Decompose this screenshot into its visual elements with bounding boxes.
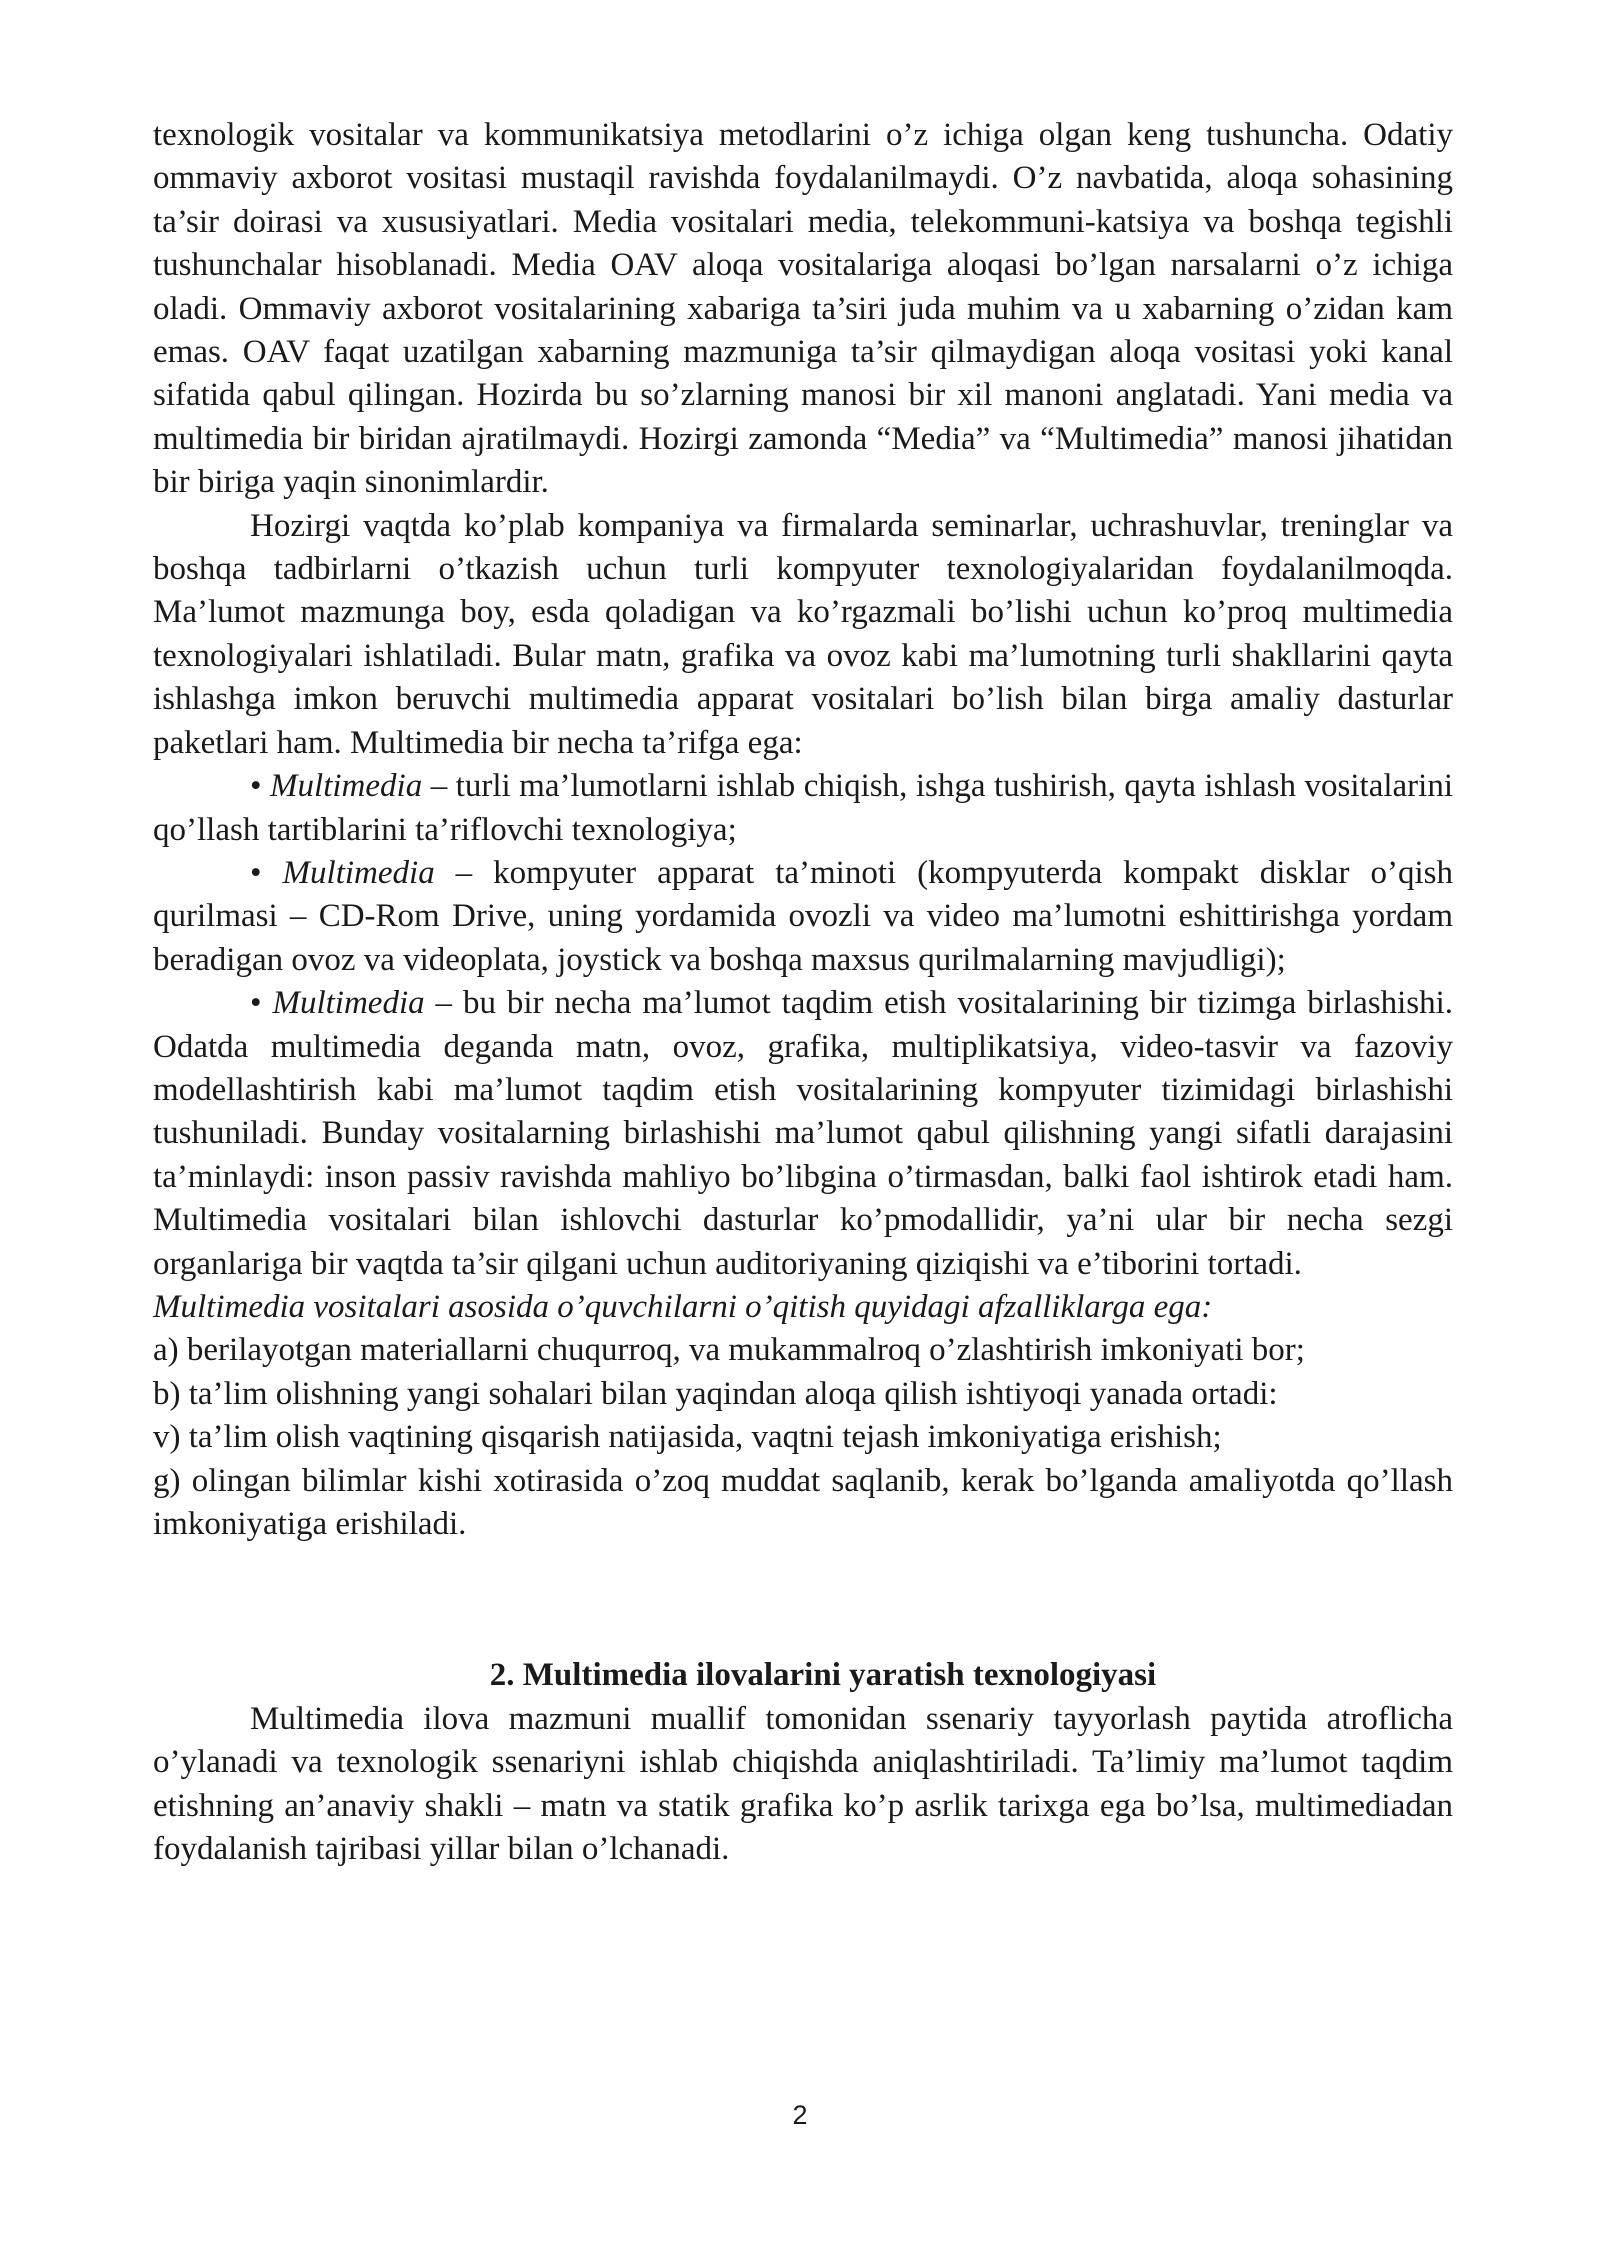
bullet-marker: • <box>250 854 283 891</box>
advantages-intro <box>153 1286 1453 1329</box>
page-number: 2 <box>792 2100 808 2130</box>
bullet-definition-2 <box>153 852 1453 982</box>
bullet-term: Multimedia <box>282 854 435 891</box>
bullet-marker: • <box>250 985 273 1022</box>
bullet-term: Multimedia <box>270 768 423 805</box>
bullet-definition-1 <box>153 765 1453 852</box>
section-spacer <box>153 1546 1453 1654</box>
paragraph-multimedia-usage: Hozirgi vaqtda ko’plab kompaniya va firmalarda seminarlar, uchrashuvlar, treninglar va boshqa tadbirlarni o’tkazish uchun turli kompyuter texnologiyalaridan foydalanilmoqda. Ma’lumot mazmunga boy, esda qoladigan va ko’rgazmali bo’lishi uchun ko’proq multimedia texnologiyalari ishlatiladi. Bular matn, grafika va ovoz kabi ma’lumotning turli shakllarini qayta ishlashga imkon beruvchi multimedia apparat vositalari bo’lish bilan birga amaliy dasturlar paketlari ham. Multimedia bir necha ta’rifga ega: <box>153 507 1453 761</box>
advantages-intro-text: Multimedia vositalari asosida o’quvchilarni o’qitish quyidagi afzalliklarga ega: <box>153 1288 1213 1325</box>
bullet-marker: • <box>250 768 271 805</box>
advantage-item-g: g) olingan bilimlar kishi xotirasida o’zoq muddat saqlanib, kerak bo’lganda amaliyotda qo’llash imkoniyatiga erishiladi. <box>153 1462 1453 1542</box>
bullet-term: Multimedia <box>272 985 425 1022</box>
bullet-definition-3 <box>153 982 1453 1286</box>
page-body <box>153 114 1453 1871</box>
paragraph-media-definition: texnologik vositalar va kommunikatsiya metodlarini o’z ichiga olgan keng tushuncha. Odatiy ommaviy axborot vositasi mustaqil ravishda foydalanilmaydi. O’z navbatida, aloqa sohasining ta’sir doirasi va xususiyatlari. Media vositalari media, telekommuni-katsiya va boshqa tegishli tushunchalar hisoblanadi. Media OAV aloqa vositalariga aloqasi bo’lgan narsalarni o’z ichiga oladi. Ommaviy axborot vositalarining xabariga ta’siri juda muhim va u xabarning o’zidan kam emas. OAV faqat uzatilgan xabarning mazmuniga ta’sir qilmaydigan aloqa vositasi yoki kanal sifatida qabul qilingan. Hozirda bu so’zlarning manosi bir xil manoni anglatadi. Yani media va multimedia bir biridan ajratilmaydi. Hozirgi zamonda “Media” va “Multimedia” manosi jihatidan bir biriga yaqin sinonimlardir. <box>153 117 1453 501</box>
bullet-text: – turli ma’lumotlarni ishlab chiqish, ishga tushirish, qayta ishlash vositalarini qo’llash tartiblarini ta’riflovchi texnologiya; <box>153 768 1453 848</box>
section-heading: 2. Multimedia ilovalarini yaratish texnologiyasi <box>489 1657 1157 1694</box>
advantage-item-b: b) ta’lim olishning yangi sohalari bilan yaqindan aloqa qilish ishtiyoqi yanada ortadi: <box>153 1375 1278 1412</box>
advantage-item-v: v) ta’lim olish vaqtining qisqarish natijasida, vaqtni tejash imkoniyatiga erishish; <box>153 1419 1222 1456</box>
paragraph-multimedia-application: Multimedia ilova mazmuni muallif tomonidan ssenariy tayyorlash paytida atroflicha o’ylanadi va texnologik ssenariyni ishlab chiqishda aniqlashtiriladi. Ta’limiy ma’lumot taqdim etishning an’anaviy shakli – matn va statik grafika ko’p asrlik tarixga ega bo’lsa, multimediadan foydalanish tajribasi yillar bilan o’lchanadi. <box>153 1700 1453 1868</box>
bullet-text: – kompyuter apparat ta’minoti (kompyuterda kompakt disklar o’qish qurilmasi – CD-Rom Drive, uning yordamida ovozli va video ma’lumotni eshittirishga yordam beradigan ovoz va videoplata, joystick va boshqa maxsus qurilmalarning mavjudligi); <box>153 854 1453 978</box>
advantage-item-a: a) berilayotgan materiallarni chuqurroq, va mukammalroq o’zlashtirish imkoniyati bor; <box>153 1332 1305 1369</box>
bullet-text: – bu bir necha ma’lumot taqdim etish vositalarining bir tizimga birlashishi. Odatda multimedia deganda matn, ovoz, grafika, multiplikatsiya, video-tasvir va fazoviy modellashtirish kabi ma’lumot taqdim etish vositalarining kompyuter tizimidagi birlashishi tushuniladi. Bunday vositalarning birlashishi ma’lumot qabul qilishning yangi sifatli darajasini ta’minlaydi: inson passiv ravishda mahliyo bo’libgina o’tirmasdan, balki faol ishtirok etadi ham. Multimedia vositalari bilan ishlovchi dasturlar ko’pmodallidir, ya’ni ular bir necha sezgi organlariga bir vaqtda ta’sir qilgani uchun auditoriyaning qiziqishi va e’tiborini tortadi. <box>153 985 1453 1282</box>
